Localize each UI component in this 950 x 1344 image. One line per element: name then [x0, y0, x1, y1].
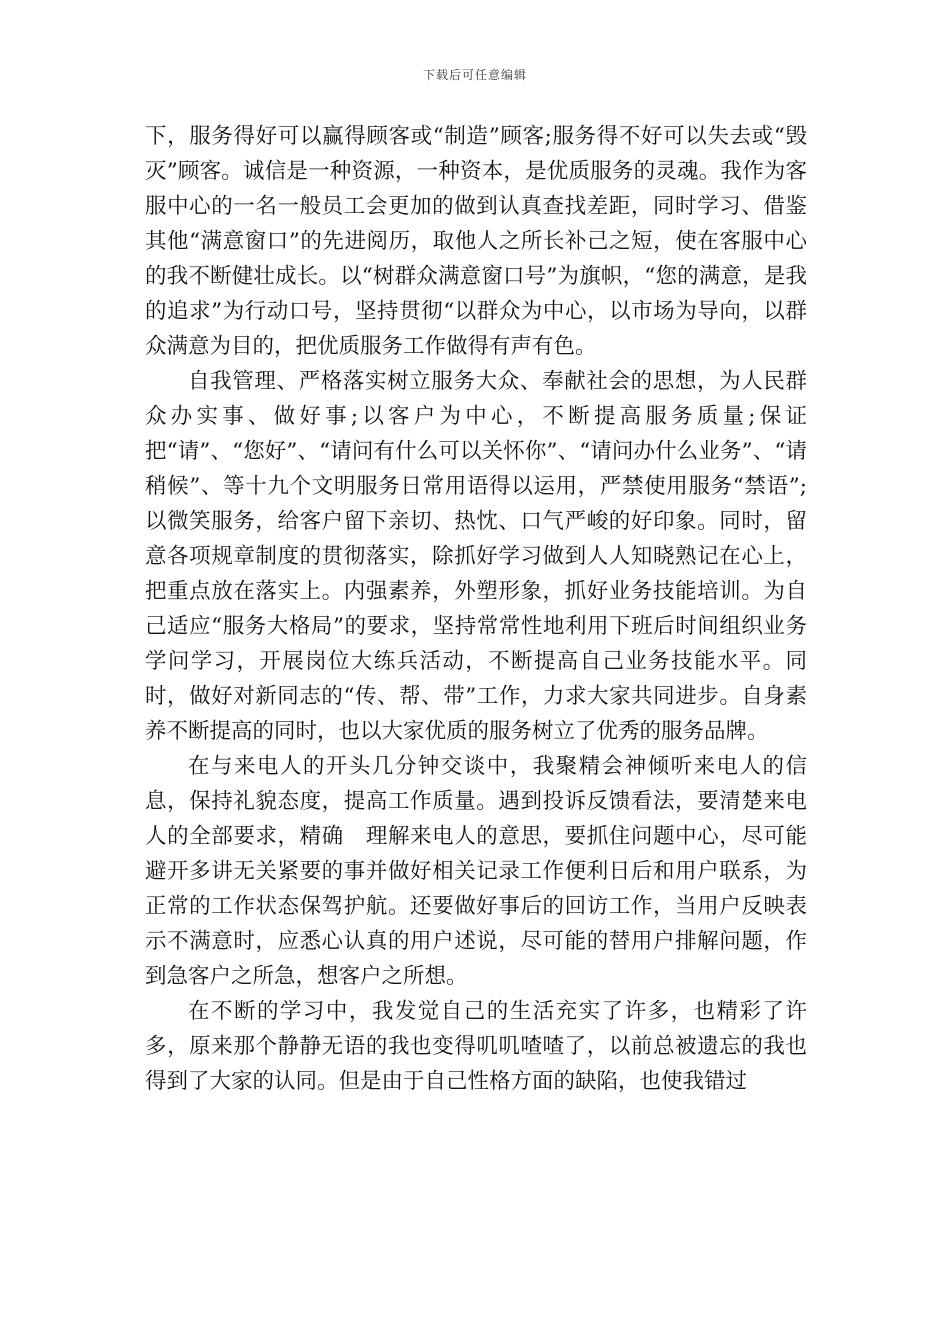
paragraph-1: 下，服务得好可以赢得顾客或“制造”顾客;服务得不好可以失去或“毁灭”顾客。诚信是一种资源，一种资本，是优质服务的灵魂。我作为客服中心的一名一般员工会更加的做到认真查找差距，同时学习、借鉴其他“满意窗口”的先进阅历，取他人之所长补己之短，使在客服中心的我不断健壮成长。以“树群众满意窗口号”为旗帜，“您的满意，是我的追求”为行动口号，坚持贯彻“以群众为中心，以市场为导向，以群众满意为目的，把优质服务工作做得有声有色。: [145, 124, 807, 359]
paragraph-4: 在不断的学习中，我发觉自己的生活充实了许多，也精彩了许多，原来那个静静无语的我也变得叽叽喳喳了，以前总被遗忘的我也得到了大家的认同。但是由于自己性格方面的缺陷，也使我错过: [145, 999, 807, 1094]
page-header: 下载后可任意编辑: [422, 68, 527, 82]
paragraph-3: 在与来电人的开头几分钟交谈中，我聚精会神倾听来电人的信息，保持礼貌态度，提高工作质量。遇到投诉反馈看法，要清楚来电人的全部要求，精确 理解来电人的意思，要抓住问题中心，尽可能避开多讲无关紧要的事并做好相关记录工作便利日后和用户联系，为正常的工作状态保驾护航。还要做好事后的回访工作，当用户反映表示不满意时，应悉心认真的用户述说，尽可能的替用户排解问题，作到急客户之所急，想客户之所想。: [145, 754, 807, 989]
paragraph-2: 自我管理、严格落实树立服务大众、奉献社会的思想，为人民群众办实事、做好事;以客户为中心，不断提高服务质量;保证把“请”、“您好”、“请问有什么可以关怀你”、“请问办什么业务”、“请稍候”、等十九个文明服务日常用语得以运用，严禁使用服务“禁语”;以微笑服务，给客户留下亲切、热忱、口气严峻的好印象。同时，留意各项规章制度的贯彻落实，除抓好学习做到人人知晓熟记在心上，把重点放在落实上。内强素养，外塑形象，抓好业务技能培训。为自己适应“服务大格局”的要求，坚持常常性地利用下班后时间组织业务学问学习，开展岗位大练兵活动，不断提高自己业务技能水平。同时，做好对新同志的“传、帮、带”工作，力求大家共同进步。自身素养不断提高的同时，也以大家优质的服务树立了优秀的服务品牌。: [145, 369, 807, 744]
document-body: [145, 119, 807, 1099]
